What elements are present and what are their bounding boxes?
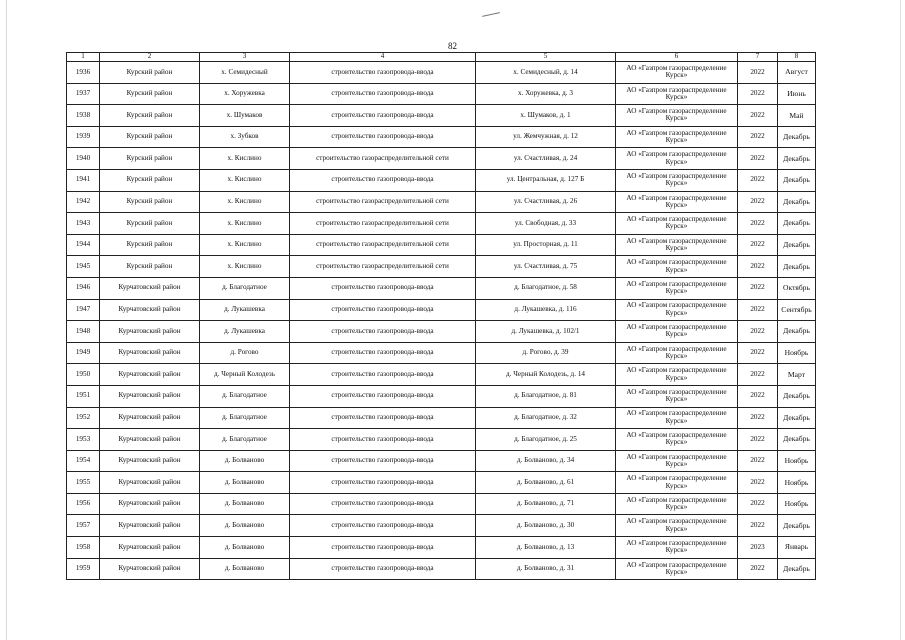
settlement-cell: д. Благодатное [200, 385, 290, 407]
district-cell: Курчатовский район [100, 364, 200, 386]
work-type-cell: строительство газопровода-ввода [290, 126, 476, 148]
table-row [67, 213, 816, 235]
address-cell: д. Болваново, д. 30 [476, 515, 616, 537]
address-cell: д. Лукашевка, д. 116 [476, 299, 616, 321]
district-cell: Курчатовский район [100, 450, 200, 472]
work-type-cell: строительство газораспределительной сети [290, 148, 476, 170]
month-cell: Декабрь [778, 256, 816, 278]
district-cell: Курчатовский район [100, 299, 200, 321]
work-type-cell: строительство газопровода-ввода [290, 364, 476, 386]
row-number-cell: 1944 [67, 234, 100, 256]
settlement-cell: х. Шумаков [200, 105, 290, 127]
column-number: 6 [616, 53, 738, 62]
organization-cell: АО «Газпром газораспределение Курск» [616, 169, 738, 191]
row-number-cell: 1937 [67, 83, 100, 105]
column-number-row [67, 53, 816, 62]
month-cell: Декабрь [778, 407, 816, 429]
table-row [67, 472, 816, 494]
work-type-cell: строительство газопровода-ввода [290, 321, 476, 343]
district-cell: Курский район [100, 256, 200, 278]
work-type-cell: строительство газопровода-ввода [290, 407, 476, 429]
organization-cell: АО «Газпром газораспределение Курск» [616, 321, 738, 343]
district-cell: Курский район [100, 83, 200, 105]
district-cell: Курский район [100, 105, 200, 127]
district-cell: Курский район [100, 169, 200, 191]
table-row [67, 558, 816, 580]
scan-edge-right [900, 0, 901, 640]
organization-cell: АО «Газпром газораспределение Курск» [616, 472, 738, 494]
settlement-cell: д. Болваново [200, 472, 290, 494]
table-row [67, 148, 816, 170]
organization-cell: АО «Газпром газораспределение Курск» [616, 234, 738, 256]
settlement-cell: д. Благодатное [200, 277, 290, 299]
table-row [67, 191, 816, 213]
row-number-cell: 1947 [67, 299, 100, 321]
settlement-cell: д. Благодатное [200, 407, 290, 429]
column-number: 2 [100, 53, 200, 62]
row-number-cell: 1951 [67, 385, 100, 407]
table-row [67, 450, 816, 472]
settlement-cell: д. Болваново [200, 558, 290, 580]
month-cell: Октябрь [778, 277, 816, 299]
work-type-cell: строительство газопровода-ввода [290, 450, 476, 472]
row-number-cell: 1940 [67, 148, 100, 170]
address-cell: д. Болваново, д. 71 [476, 493, 616, 515]
district-cell: Курский район [100, 148, 200, 170]
address-cell: д. Лукашевка, д. 102/1 [476, 321, 616, 343]
work-type-cell: строительство газопровода-ввода [290, 62, 476, 84]
month-cell: Декабрь [778, 148, 816, 170]
work-type-cell: строительство газопровода-ввода [290, 537, 476, 559]
organization-cell: АО «Газпром газораспределение Курск» [616, 83, 738, 105]
row-number-cell: 1949 [67, 342, 100, 364]
district-cell: Курчатовский район [100, 515, 200, 537]
month-cell: Декабрь [778, 191, 816, 213]
address-cell: ул. Центральная, д. 127 Б [476, 169, 616, 191]
settlement-cell: х. Хоружевка [200, 83, 290, 105]
settlement-cell: х. Кислино [200, 234, 290, 256]
address-cell: ул. Счастливая, д. 26 [476, 191, 616, 213]
column-number: 5 [476, 53, 616, 62]
district-cell: Курчатовский район [100, 321, 200, 343]
column-number: 7 [738, 53, 778, 62]
table-row [67, 105, 816, 127]
table-row [67, 277, 816, 299]
address-cell: д. Благодатное, д. 81 [476, 385, 616, 407]
year-cell: 2023 [738, 537, 778, 559]
organization-cell: АО «Газпром газораспределение Курск» [616, 256, 738, 278]
month-cell: Декабрь [778, 558, 816, 580]
settlement-cell: х. Кислино [200, 148, 290, 170]
row-number-cell: 1955 [67, 472, 100, 494]
district-cell: Курчатовский район [100, 342, 200, 364]
settlement-cell: д. Болваново [200, 493, 290, 515]
district-cell: Курчатовский район [100, 537, 200, 559]
organization-cell: АО «Газпром газораспределение Курск» [616, 342, 738, 364]
table-row [67, 256, 816, 278]
year-cell: 2022 [738, 429, 778, 451]
year-cell: 2022 [738, 385, 778, 407]
settlement-cell: х. Кислино [200, 169, 290, 191]
pen-mark [482, 12, 500, 17]
row-number-cell: 1941 [67, 169, 100, 191]
address-cell: ул. Просторная, д. 11 [476, 234, 616, 256]
settlement-cell: д. Черный Колодезь [200, 364, 290, 386]
table-row [67, 515, 816, 537]
address-cell: х. Хоружевка, д. 3 [476, 83, 616, 105]
year-cell: 2022 [738, 105, 778, 127]
organization-cell: АО «Газпром газораспределение Курск» [616, 299, 738, 321]
settlement-cell: х. Кислино [200, 191, 290, 213]
page-number: 82 [448, 41, 457, 51]
year-cell: 2022 [738, 126, 778, 148]
column-number: 8 [778, 53, 816, 62]
address-cell: ул. Жемчужная, д. 12 [476, 126, 616, 148]
table-row [67, 321, 816, 343]
settlement-cell: х. Зубков [200, 126, 290, 148]
organization-cell: АО «Газпром газораспределение Курск» [616, 126, 738, 148]
row-number-cell: 1953 [67, 429, 100, 451]
year-cell: 2022 [738, 83, 778, 105]
work-type-cell: строительство газораспределительной сети [290, 191, 476, 213]
month-cell: Сентябрь [778, 299, 816, 321]
year-cell: 2022 [738, 364, 778, 386]
work-type-cell: строительство газопровода-ввода [290, 277, 476, 299]
row-number-cell: 1942 [67, 191, 100, 213]
organization-cell: АО «Газпром газораспределение Курск» [616, 429, 738, 451]
row-number-cell: 1939 [67, 126, 100, 148]
year-cell: 2022 [738, 342, 778, 364]
row-number-cell: 1945 [67, 256, 100, 278]
district-cell: Курчатовский район [100, 493, 200, 515]
organization-cell: АО «Газпром газораспределение Курск» [616, 515, 738, 537]
year-cell: 2022 [738, 515, 778, 537]
work-type-cell: строительство газораспределительной сети [290, 213, 476, 235]
year-cell: 2022 [738, 256, 778, 278]
table-row [67, 342, 816, 364]
month-cell: Март [778, 364, 816, 386]
district-cell: Курский район [100, 213, 200, 235]
table-row [67, 364, 816, 386]
month-cell: Декабрь [778, 126, 816, 148]
year-cell: 2022 [738, 472, 778, 494]
column-number: 3 [200, 53, 290, 62]
address-cell: д. Болваново, д. 31 [476, 558, 616, 580]
row-number-cell: 1943 [67, 213, 100, 235]
month-cell: Декабрь [778, 429, 816, 451]
month-cell: Декабрь [778, 321, 816, 343]
settlement-cell: д. Благодатное [200, 429, 290, 451]
row-number-cell: 1946 [67, 277, 100, 299]
address-cell: д. Благодатное, д. 32 [476, 407, 616, 429]
table-row [67, 83, 816, 105]
district-cell: Курчатовский район [100, 385, 200, 407]
year-cell: 2022 [738, 234, 778, 256]
work-type-cell: строительство газопровода-ввода [290, 342, 476, 364]
address-cell: х. Шумаков, д. 1 [476, 105, 616, 127]
row-number-cell: 1938 [67, 105, 100, 127]
month-cell: Декабрь [778, 213, 816, 235]
organization-cell: АО «Газпром газораспределение Курск» [616, 537, 738, 559]
organization-cell: АО «Газпром газораспределение Курск» [616, 450, 738, 472]
organization-cell: АО «Газпром газораспределение Курск» [616, 148, 738, 170]
district-cell: Курский район [100, 234, 200, 256]
month-cell: Май [778, 105, 816, 127]
row-number-cell: 1954 [67, 450, 100, 472]
work-type-cell: строительство газопровода-ввода [290, 472, 476, 494]
year-cell: 2022 [738, 148, 778, 170]
work-type-cell: строительство газопровода-ввода [290, 385, 476, 407]
settlement-cell: д. Болваново [200, 515, 290, 537]
month-cell: Ноябрь [778, 450, 816, 472]
month-cell: Ноябрь [778, 493, 816, 515]
settlement-cell: х. Кислино [200, 213, 290, 235]
organization-cell: АО «Газпром газораспределение Курск» [616, 105, 738, 127]
year-cell: 2022 [738, 299, 778, 321]
month-cell: Август [778, 62, 816, 84]
organization-cell: АО «Газпром газораспределение Курск» [616, 385, 738, 407]
work-type-cell: строительство газопровода-ввода [290, 493, 476, 515]
year-cell: 2022 [738, 493, 778, 515]
year-cell: 2022 [738, 407, 778, 429]
organization-cell: АО «Газпром газораспределение Курск» [616, 364, 738, 386]
address-cell: д. Благодатное, д. 25 [476, 429, 616, 451]
table-row [67, 126, 816, 148]
year-cell: 2022 [738, 558, 778, 580]
table-row [67, 407, 816, 429]
district-cell: Курчатовский район [100, 429, 200, 451]
table-row [67, 234, 816, 256]
organization-cell: АО «Газпром газораспределение Курск» [616, 558, 738, 580]
month-cell: Январь [778, 537, 816, 559]
month-cell: Декабрь [778, 515, 816, 537]
month-cell: Декабрь [778, 385, 816, 407]
row-number-cell: 1957 [67, 515, 100, 537]
work-type-cell: строительство газопровода-ввода [290, 105, 476, 127]
district-cell: Курчатовский район [100, 277, 200, 299]
row-number-cell: 1956 [67, 493, 100, 515]
month-cell: Ноябрь [778, 472, 816, 494]
district-cell: Курчатовский район [100, 407, 200, 429]
settlement-cell: д. Лукашевка [200, 299, 290, 321]
row-number-cell: 1952 [67, 407, 100, 429]
year-cell: 2022 [738, 213, 778, 235]
work-type-cell: строительство газопровода-ввода [290, 558, 476, 580]
year-cell: 2022 [738, 277, 778, 299]
table-body [67, 62, 816, 580]
year-cell: 2022 [738, 62, 778, 84]
work-type-cell: строительство газораспределительной сети [290, 234, 476, 256]
row-number-cell: 1958 [67, 537, 100, 559]
settlement-cell: х. Семидесный [200, 62, 290, 84]
gasification-table [66, 52, 816, 580]
table-row [67, 537, 816, 559]
year-cell: 2022 [738, 321, 778, 343]
table-row [67, 493, 816, 515]
year-cell: 2022 [738, 169, 778, 191]
row-number-cell: 1959 [67, 558, 100, 580]
address-cell: д. Болваново, д. 61 [476, 472, 616, 494]
organization-cell: АО «Газпром газораспределение Курск» [616, 62, 738, 84]
address-cell: ул. Счастливая, д. 75 [476, 256, 616, 278]
district-cell: Курский район [100, 126, 200, 148]
address-cell: д. Болваново, д. 13 [476, 537, 616, 559]
month-cell: Ноябрь [778, 342, 816, 364]
address-cell: д. Благодатное, д. 58 [476, 277, 616, 299]
district-cell: Курский район [100, 62, 200, 84]
address-cell: д. Рогово, д. 39 [476, 342, 616, 364]
work-type-cell: строительство газопровода-ввода [290, 169, 476, 191]
scan-edge-left [6, 0, 7, 640]
settlement-cell: х. Кислино [200, 256, 290, 278]
table-row [67, 62, 816, 84]
address-cell: ул. Счастливая, д. 24 [476, 148, 616, 170]
month-cell: Июнь [778, 83, 816, 105]
address-cell: х. Семидесный, д. 14 [476, 62, 616, 84]
organization-cell: АО «Газпром газораспределение Курск» [616, 191, 738, 213]
district-cell: Курский район [100, 191, 200, 213]
work-type-cell: строительство газопровода-ввода [290, 515, 476, 537]
organization-cell: АО «Газпром газораспределение Курск» [616, 407, 738, 429]
work-type-cell: строительство газораспределительной сети [290, 256, 476, 278]
settlement-cell: д. Болваново [200, 450, 290, 472]
work-type-cell: строительство газопровода-ввода [290, 299, 476, 321]
work-type-cell: строительство газопровода-ввода [290, 429, 476, 451]
year-cell: 2022 [738, 191, 778, 213]
column-number: 4 [290, 53, 476, 62]
settlement-cell: д. Болваново [200, 537, 290, 559]
table-row [67, 299, 816, 321]
table-row [67, 385, 816, 407]
organization-cell: АО «Газпром газораспределение Курск» [616, 277, 738, 299]
work-type-cell: строительство газопровода-ввода [290, 83, 476, 105]
settlement-cell: д. Рогово [200, 342, 290, 364]
row-number-cell: 1948 [67, 321, 100, 343]
district-cell: Курчатовский район [100, 472, 200, 494]
settlement-cell: д. Лукашевка [200, 321, 290, 343]
row-number-cell: 1950 [67, 364, 100, 386]
month-cell: Декабрь [778, 234, 816, 256]
table-row [67, 169, 816, 191]
organization-cell: АО «Газпром газораспределение Курск» [616, 493, 738, 515]
district-cell: Курчатовский район [100, 558, 200, 580]
organization-cell: АО «Газпром газораспределение Курск» [616, 213, 738, 235]
address-cell: д. Черный Колодезь, д. 14 [476, 364, 616, 386]
year-cell: 2022 [738, 450, 778, 472]
month-cell: Декабрь [778, 169, 816, 191]
address-cell: ул. Свободная, д. 33 [476, 213, 616, 235]
table-row [67, 429, 816, 451]
column-number: 1 [67, 53, 100, 62]
address-cell: д. Болваново, д. 34 [476, 450, 616, 472]
row-number-cell: 1936 [67, 62, 100, 84]
